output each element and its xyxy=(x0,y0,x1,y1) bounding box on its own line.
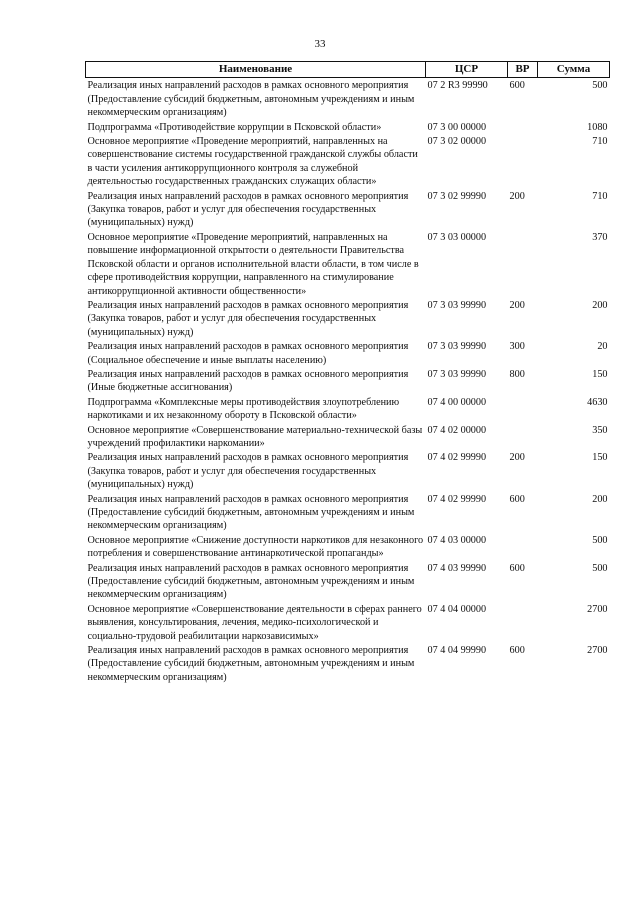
cell-sum: 500 xyxy=(592,80,608,92)
cell-vr xyxy=(508,134,538,189)
table-row xyxy=(86,602,610,643)
table-row xyxy=(86,450,610,491)
cell-vr: 600 xyxy=(509,80,525,92)
table-row xyxy=(86,561,610,602)
cell-name: Основное мероприятие «Проведение мероприятий, направленных на повышение информационной открытости о деятельности Правительства Псковской области и органов исполнительной власти области, в том числе в сфере противодействия коррупции, направленного на стимулирование антикоррупционной активности общественности» xyxy=(87,231,419,297)
cell-csr: 07 4 03 99990 xyxy=(427,562,487,574)
cell-csr: 07 4 03 00000 xyxy=(427,534,487,546)
cell-vr: 800 xyxy=(509,368,525,380)
cell-sum: 500 xyxy=(592,534,608,546)
cell-name: Основное мероприятие «Совершенствование деятельности в сферах раннего выявления, консультирования, лечения, медико-психологической и социально-трудовой реабилитации наркозависимых» xyxy=(87,603,422,642)
cell-name: Реализация иных направлений расходов в рамках основного мероприятия (Иные бюджетные ассигнования) xyxy=(87,368,409,394)
header-csr: ЦСР xyxy=(426,62,508,78)
cell-sum: 150 xyxy=(592,368,608,380)
table-row xyxy=(86,120,610,134)
cell-csr: 07 3 03 00000 xyxy=(427,231,487,243)
cell-vr xyxy=(508,120,538,134)
cell-sum: 370 xyxy=(592,231,608,243)
cell-csr: 07 4 02 99990 xyxy=(427,493,487,505)
cell-name: Реализация иных направлений расходов в рамках основного мероприятия (Предоставление субсидий бюджетным, автономным учреждениям и иным некоммерческим организациям) xyxy=(87,493,415,532)
cell-vr: 200 xyxy=(509,190,525,202)
table-row xyxy=(86,189,610,230)
cell-vr xyxy=(508,423,538,451)
table-row xyxy=(86,298,610,339)
cell-csr: 07 4 04 00000 xyxy=(427,603,487,615)
table-row xyxy=(86,134,610,189)
cell-vr xyxy=(508,602,538,643)
cell-vr xyxy=(508,395,538,423)
cell-csr: 07 3 03 99990 xyxy=(427,368,487,380)
table-row xyxy=(86,643,610,684)
cell-vr: 200 xyxy=(509,299,525,311)
page-number: 33 xyxy=(314,38,326,50)
cell-csr: 07 3 00 00000 xyxy=(427,121,487,133)
cell-sum: 710 xyxy=(592,136,608,148)
table-row xyxy=(86,78,610,120)
cell-sum: 350 xyxy=(592,424,608,436)
cell-vr: 600 xyxy=(509,493,525,505)
cell-sum: 2700 xyxy=(587,603,608,615)
cell-sum: 200 xyxy=(592,493,608,505)
cell-sum: 2700 xyxy=(587,645,608,657)
cell-name: Реализация иных направлений расходов в рамках основного мероприятия (Предоставление субсидий бюджетным, автономным учреждениям и иным некоммерческим организациям) xyxy=(87,645,415,683)
table-row xyxy=(86,395,610,423)
cell-name: Реализация иных направлений расходов в рамках основного мероприятия (Социальное обеспечение и иные выплаты населению) xyxy=(87,341,409,366)
cell-sum: 150 xyxy=(592,452,608,464)
header-vr: ВР xyxy=(508,62,538,78)
cell-csr: 07 4 02 00000 xyxy=(427,424,487,436)
cell-name: Основное мероприятие «Проведение мероприятий, направленных на совершенствование системы государственной гражданской службы области в части усиления антикоррупционного контроля за служебной деятельностью государственных гражданских служащих области» xyxy=(87,136,418,188)
table-body xyxy=(86,78,610,684)
table-row xyxy=(86,230,610,298)
table-row xyxy=(86,423,610,451)
cell-vr: 200 xyxy=(509,452,525,464)
cell-csr: 07 4 04 99990 xyxy=(427,645,487,657)
cell-csr: 07 4 00 00000 xyxy=(427,396,487,408)
cell-csr: 07 3 02 00000 xyxy=(427,136,487,148)
header-sum: Сумма xyxy=(538,62,610,78)
cell-name: Основное мероприятие «Снижение доступности наркотиков для незаконного потребления и совершенствование антинаркотической пропаганды» xyxy=(87,534,424,560)
cell-sum: 1080 xyxy=(587,121,608,133)
cell-vr xyxy=(508,533,538,561)
cell-name: Реализация иных направлений расходов в рамках основного мероприятия (Закупка товаров, работ и услуг для обеспечения государственных (муниципальных) нужд) xyxy=(87,190,409,229)
cell-csr: 07 4 02 99990 xyxy=(427,452,487,464)
cell-name: Реализация иных направлений расходов в рамках основного мероприятия (Закупка товаров, работ и услуг для обеспечения государственных (муниципальных) нужд) xyxy=(87,299,409,338)
table-row xyxy=(86,339,610,367)
cell-csr: 07 2 R3 99990 xyxy=(427,80,488,92)
table-row xyxy=(86,367,610,395)
cell-name: Реализация иных направлений расходов в рамках основного мероприятия (Закупка товаров, работ и услуг для обеспечения государственных (муниципальных) нужд) xyxy=(87,452,409,491)
cell-sum: 4630 xyxy=(587,396,608,408)
cell-name: Реализация иных направлений расходов в рамках основного мероприятия (Предоставление субсидий бюджетным, автономным учреждениям и иным некоммерческим организациям) xyxy=(87,562,415,601)
cell-vr: 600 xyxy=(509,645,525,657)
cell-name: Подпрограмма «Противодействие коррупции в Псковской области» xyxy=(87,121,382,133)
cell-name: Подпрограмма «Комплексные меры противодействия злоупотреблению наркотиками и их незаконному обороту в Псковской области» xyxy=(87,396,400,422)
cell-sum: 200 xyxy=(592,299,608,311)
table-row xyxy=(86,533,610,561)
cell-vr: 300 xyxy=(509,341,525,353)
cell-sum: 20 xyxy=(597,341,608,353)
header-name: Наименование xyxy=(86,62,426,78)
table-header-row xyxy=(86,62,610,78)
cell-name: Реализация иных направлений расходов в рамках основного мероприятия (Предоставление субсидий бюджетным, автономным учреждениям и иным некоммерческим организациям) xyxy=(87,80,415,119)
cell-sum: 710 xyxy=(592,190,608,202)
budget-table xyxy=(85,61,610,684)
cell-vr: 600 xyxy=(509,562,525,574)
cell-csr: 07 3 02 99990 xyxy=(427,190,487,202)
table-row xyxy=(86,492,610,533)
cell-csr: 07 3 03 99990 xyxy=(427,299,487,311)
cell-csr: 07 3 03 99990 xyxy=(427,341,487,353)
cell-name: Основное мероприятие «Совершенствование материально-технической базы учреждений профилактики наркомании» xyxy=(87,424,423,449)
cell-vr xyxy=(508,230,538,298)
cell-sum: 500 xyxy=(592,562,608,574)
